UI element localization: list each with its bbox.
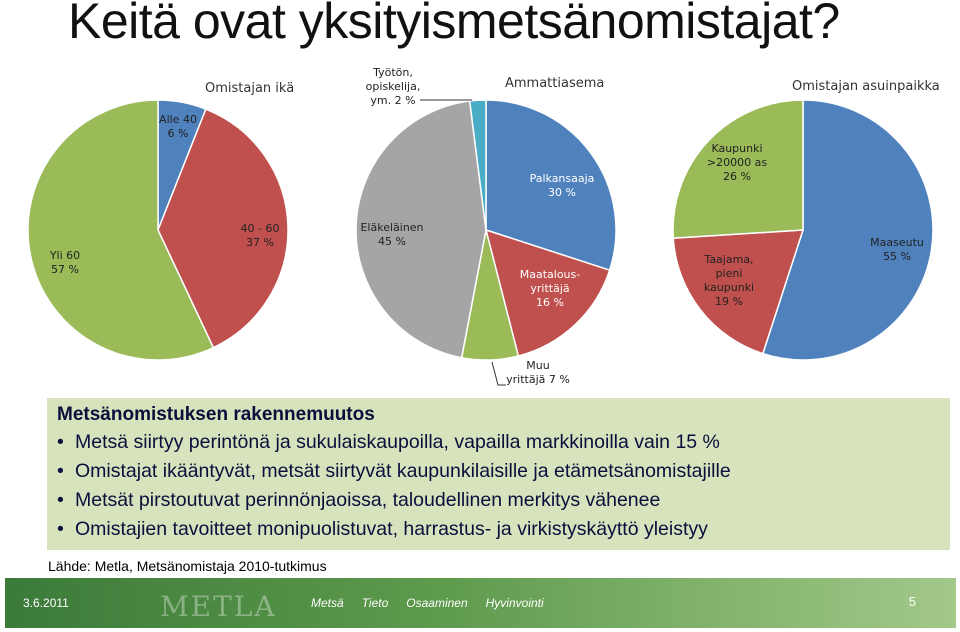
- slice-label: Eläkeläinen 45 %: [360, 221, 424, 248]
- summary-heading: Metsänomistuksen rakennemuutos: [57, 404, 375, 425]
- summary-bullet-list: [57, 428, 940, 544]
- slice-label: Maaseutu 55 %: [870, 236, 924, 263]
- slice-label: Muu yrittäjä 7 %: [506, 359, 570, 386]
- source-note: Lähde: Metla, Metsänomistaja 2010-tutkimus: [48, 558, 327, 574]
- slice-label: Alle 40 6 %: [159, 113, 197, 140]
- slice-label: Yli 60 57 %: [49, 249, 81, 276]
- chart-title: Ammattiasema: [505, 76, 605, 91]
- footer-bar: [5, 578, 956, 628]
- pie-charts: [0, 60, 960, 395]
- page-number: 5: [908, 594, 916, 609]
- leader-line: [492, 362, 506, 385]
- slice-label: Palkansaaja 30 %: [529, 172, 595, 199]
- summary-box: [47, 398, 950, 550]
- tagline-item: Hyvinvointi: [485, 596, 544, 610]
- tagline-item: Tieto: [361, 596, 389, 610]
- pie-chart-1: [28, 81, 294, 360]
- chart-title: Omistajan ikä: [205, 81, 295, 96]
- pie-chart-2: [356, 66, 616, 386]
- tagline-item: Metsä: [311, 596, 344, 610]
- footer-tagline: [311, 596, 544, 610]
- summary-bullet: • Omistajien tavoitteet monipuolistuvat, harrastus- ja virkistyskäyttö yleistyy: [57, 515, 940, 544]
- pie-chart-3: [673, 79, 940, 360]
- summary-bullet: • Metsä siirtyy perintönä ja sukulaiskaupoilla, vapailla markkinoilla vain 15 %: [57, 428, 940, 457]
- chart-title: Omistajan asuinpaikka: [792, 79, 940, 94]
- slice-label: Kaupunki >20000 as 26 %: [706, 142, 768, 183]
- metla-logo: METLA: [160, 590, 277, 623]
- slice-label: Työtön, opiskelija, ym. 2 %: [365, 66, 421, 107]
- tagline-item: Osaaminen: [406, 596, 468, 610]
- page-title: Keitä ovat yksityismetsänomistajat?: [68, 0, 840, 49]
- summary-bullet: • Metsät pirstoutuvat perinnönjaoissa, taloudellinen merkitys vähenee: [57, 486, 940, 515]
- slice-label: Maatalous-yrittäjä 16 %: [519, 268, 581, 309]
- slice-label: Taajama, pieni kaupunki 19 %: [703, 253, 755, 308]
- footer-date: 3.6.2011: [23, 596, 69, 610]
- slice-label: 40 - 60 37 %: [240, 222, 280, 249]
- summary-bullet: • Omistajat ikääntyvät, metsät siirtyvät kaupunkilaisille ja etämetsänomistajille: [57, 457, 940, 486]
